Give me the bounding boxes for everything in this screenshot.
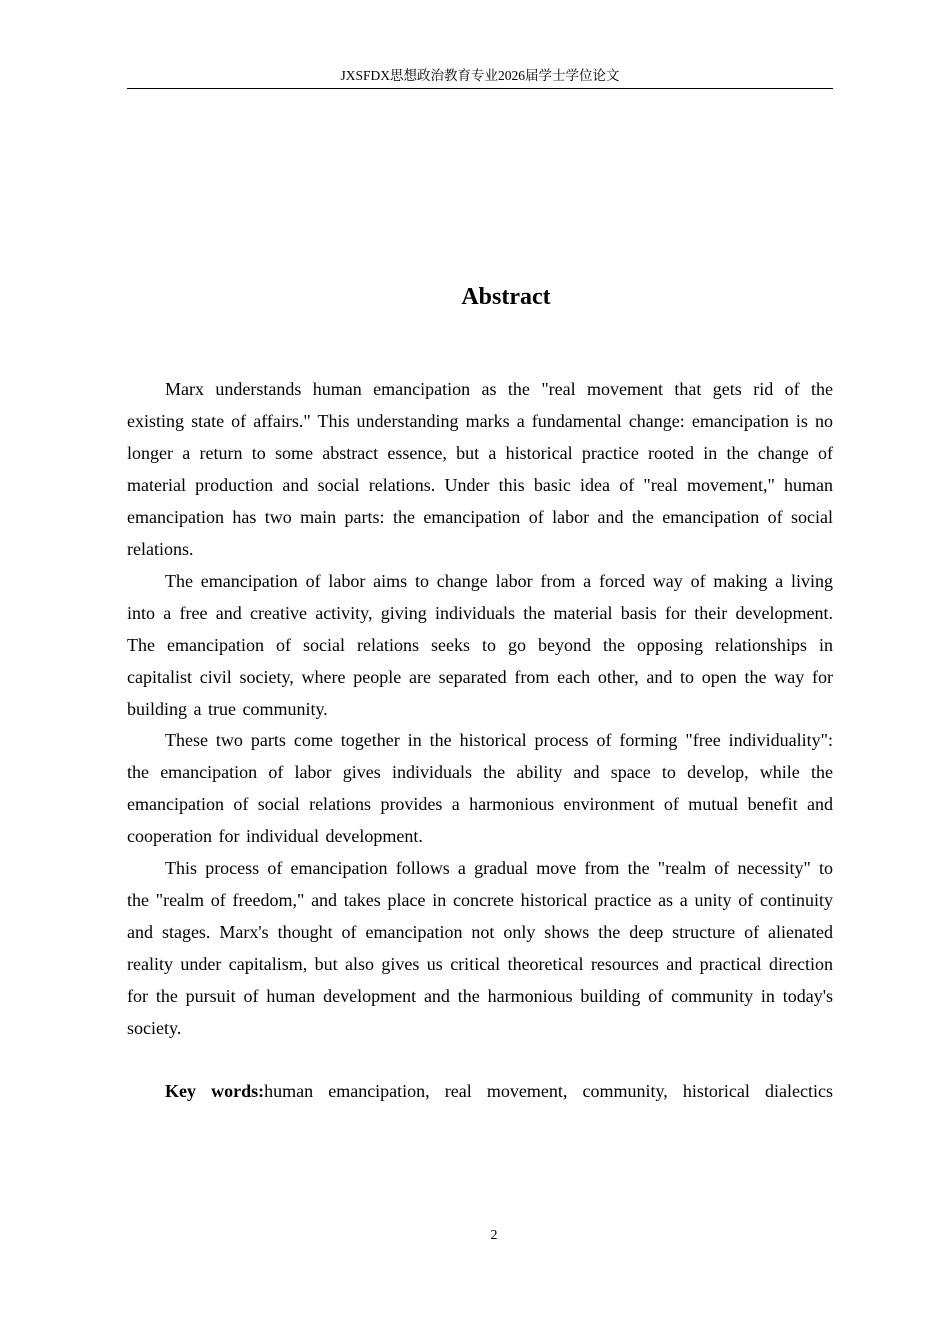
keywords-line xyxy=(127,1076,833,1108)
page-number: 2 xyxy=(490,1228,498,1243)
abstract-paragraph: This process of emancipation follows a gradual move from the "realm of necessity" to the "realm of freedom," and takes place in concrete historical practice as a unity of continuity and stages. Marx's thought of emancipation not only shows the deep structure of alienated reality under capitalism, but also gives us critical theoretical resources and practical direction for the pursuit of human development and the harmonious building of community in today's society. xyxy=(127,858,833,1039)
header-text: JXSFDX思想政治教育专业2026届学士学位论文 xyxy=(340,68,620,83)
abstract-paragraph: These two parts come together in the historical process of forming "free individuality": the emancipation of labor gives individuals the ability and space to develop, while the emancipation of social relations provides a harmonious environment of mutual benefit and cooperation for individual development. xyxy=(127,730,833,847)
abstract-paragraph: The emancipation of labor aims to change labor from a forced way of making a living into a free and creative activity, giving individuals the material basis for their development. The emancipation of social relations seeks to go beyond the opposing relationships in capitalist civil society, where people are separated from each other, and to open the way for building a true community. xyxy=(127,570,833,719)
abstract-body xyxy=(127,374,833,1045)
keywords-text: human emancipation, real movement, community, historical dialectics xyxy=(264,1081,833,1101)
keywords-label: Key words: xyxy=(165,1081,265,1101)
page-header xyxy=(127,66,833,89)
abstract-title: Abstract xyxy=(461,284,551,310)
abstract-paragraph: Marx understands human emancipation as the "real movement that gets rid of the existing state of affairs." This understanding marks a fundamental change: emancipation is no longer a return to some abstract essence, but a historical practice rooted in the change of material production and social relations. Under this basic idea of "real movement," human emancipation has two main parts: the emancipation of labor and the emancipation of social relations. xyxy=(127,379,833,559)
